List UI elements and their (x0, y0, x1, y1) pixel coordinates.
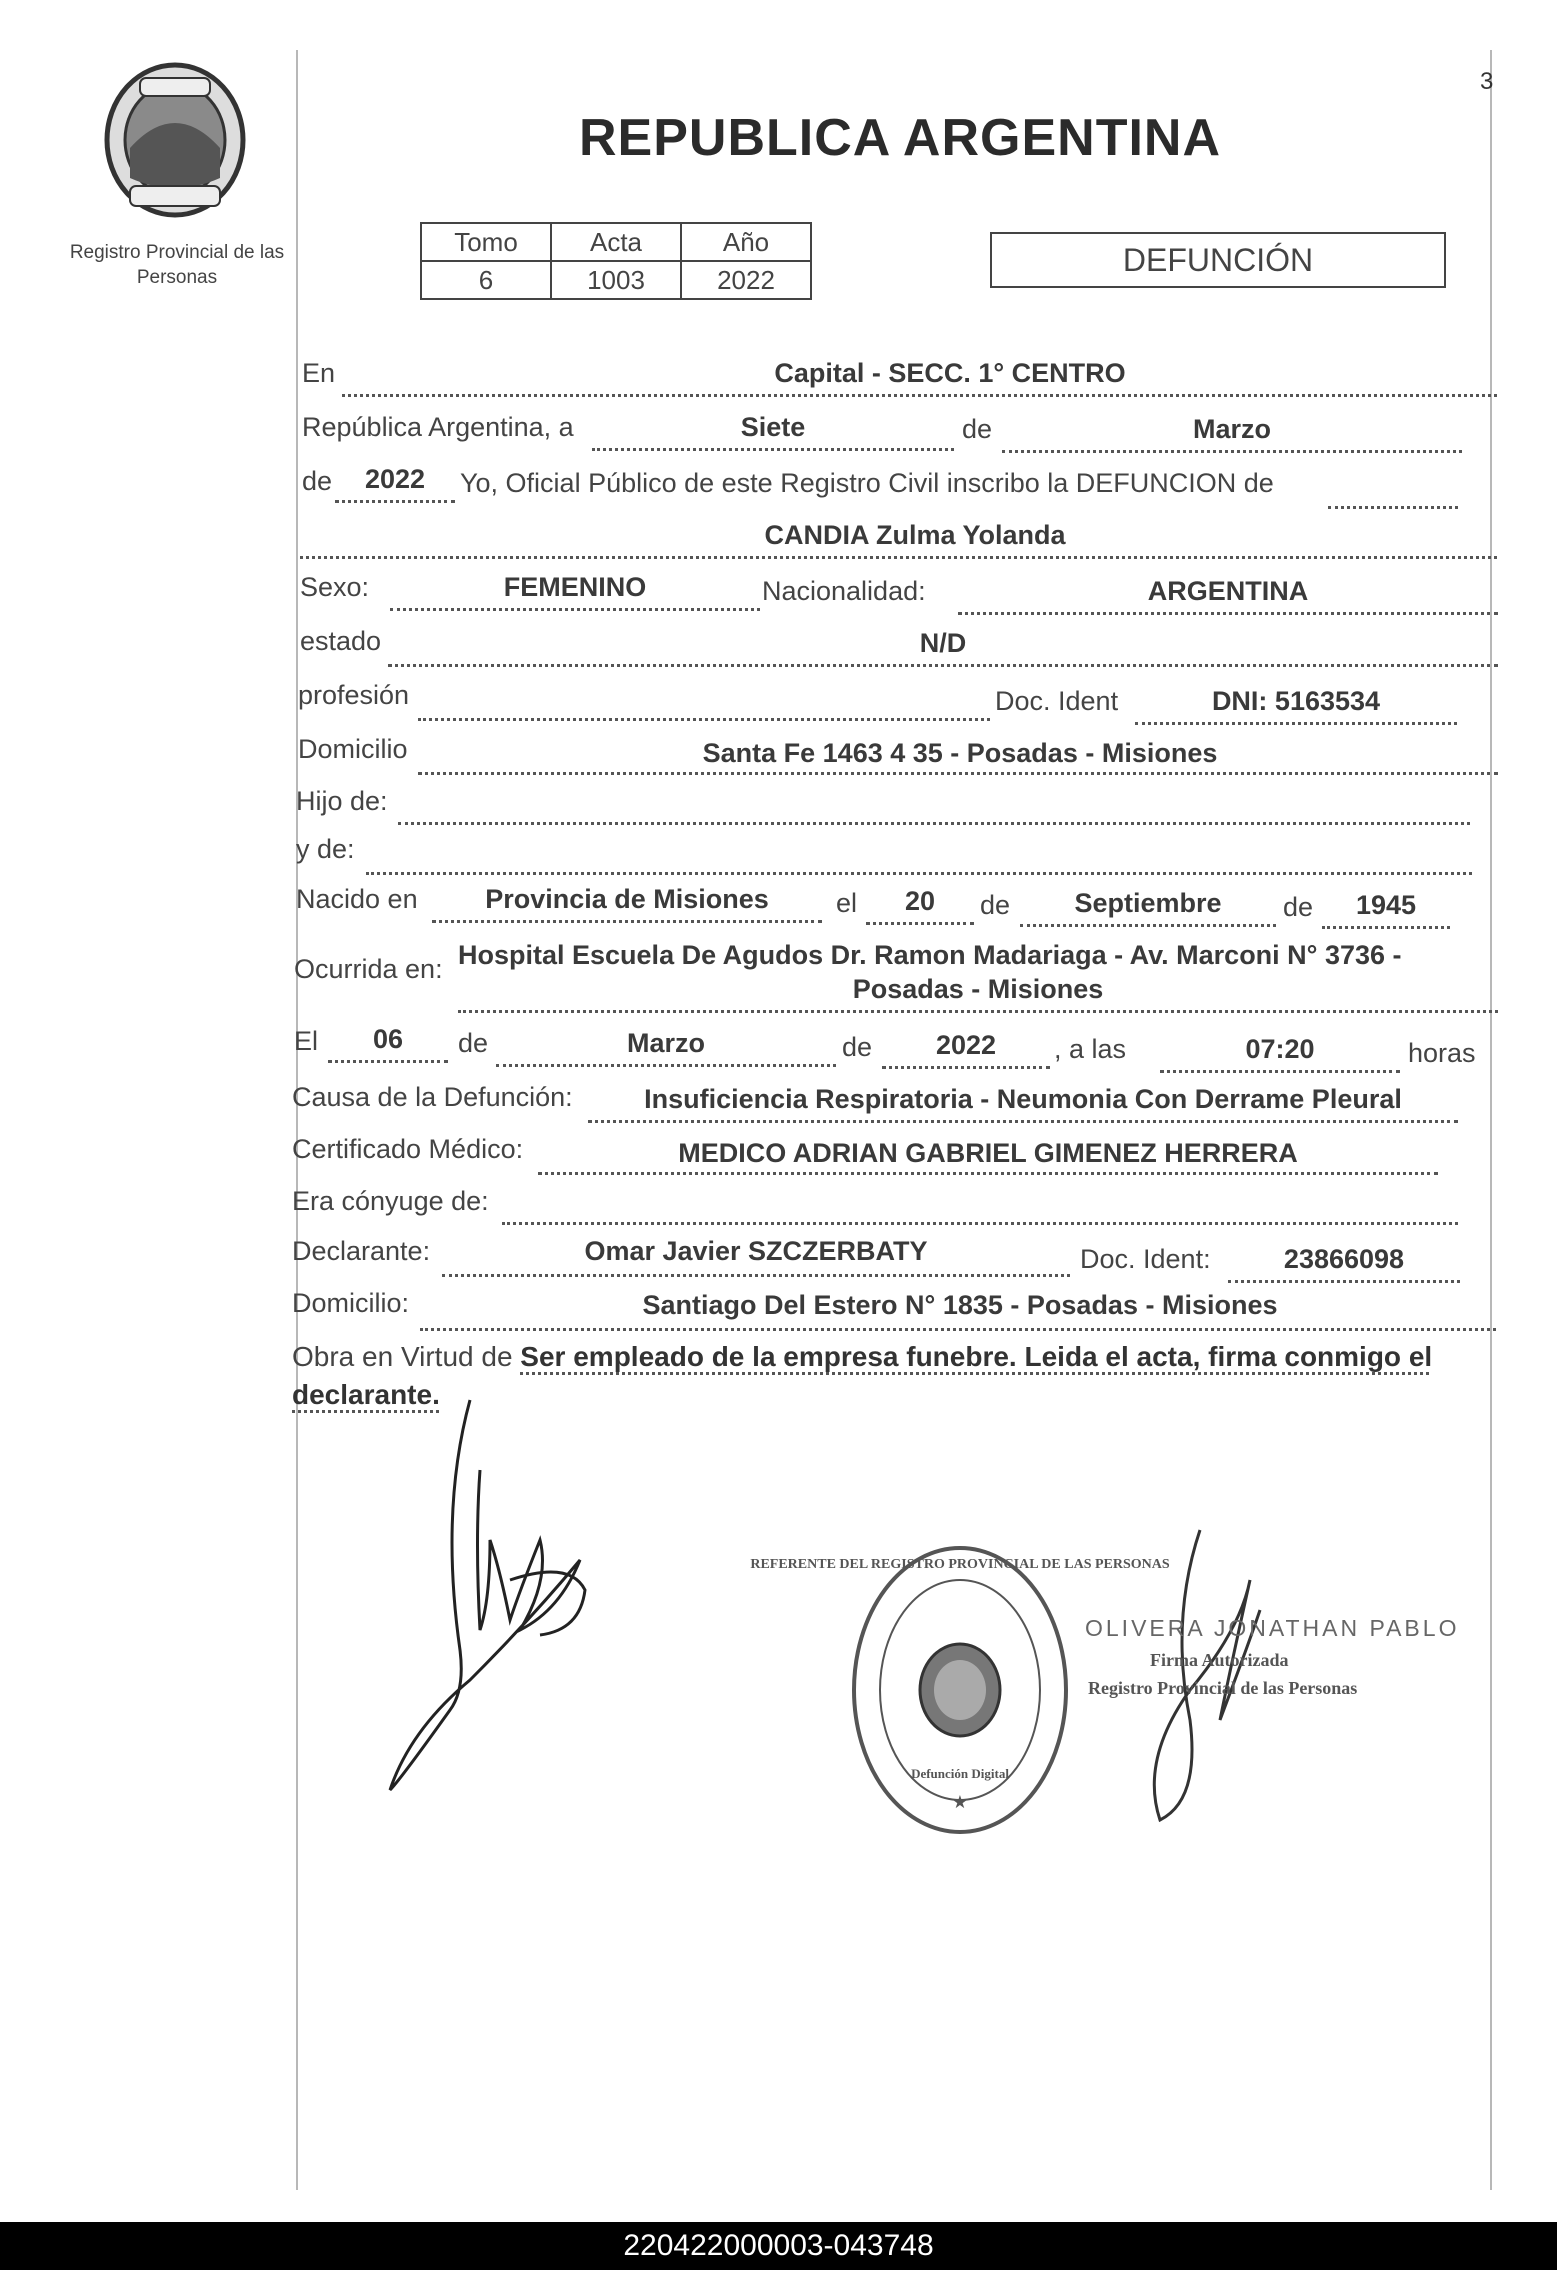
ocurrida-linea2: Posadas - Misiones (852, 974, 1104, 1004)
provincia-misiones-logo (100, 58, 250, 223)
dotted-line (1020, 924, 1276, 927)
certificado-value: MEDICO ADRIAN GABRIEL GIMENEZ HERRERA (678, 1138, 1298, 1168)
nombre-value: CANDIA Zulma Yolanda (764, 520, 1066, 550)
dotted-line (882, 1066, 1050, 1069)
inscribo-text: Yo, Oficial Público de este Registro Civil inscribo la DEFUNCION de (460, 468, 1274, 498)
dotted-line (335, 500, 455, 503)
ocurrida-linea1: Hospital Escuela De Agudos Dr. Ramon Madariaga - Av. Marconi N° 3736 - (458, 940, 1402, 970)
dotted-line (1002, 450, 1462, 453)
causa-value: Insuficiencia Respiratoria - Neumonia Con Derrame Pleural (644, 1084, 1402, 1114)
de-label: de (302, 466, 333, 496)
domicilio-label: Domicilio (298, 734, 408, 764)
El-label: El (294, 1026, 319, 1056)
registry-name: Registro Provincial de las Personas (69, 242, 285, 288)
declarante-value: Omar Javier SZCZERBATY (584, 1236, 928, 1266)
mes-registro-value: Marzo (1192, 414, 1271, 444)
dotted-line (538, 1172, 1438, 1175)
estado-label: estado (300, 626, 382, 656)
dotted-line (958, 612, 1498, 615)
de-label: de (962, 414, 993, 444)
registry-seal (750, 1540, 1170, 1840)
dotted-line (418, 772, 1498, 775)
dotted-line (390, 608, 760, 611)
right-margin-line (1490, 50, 1492, 2190)
tomo-acta-table (420, 222, 812, 300)
anio-registro-value: 2022 (364, 464, 426, 494)
obra-label: Obra en Virtud de (292, 1341, 513, 1372)
decl-dom-value: Santiago Del Estero N° 1835 - Posadas - Misiones (642, 1290, 1278, 1320)
alas-label: , a las (1054, 1034, 1127, 1064)
dia-registro-value: Siete (740, 412, 806, 442)
document-id-footer: 220422000003-043748 (0, 2222, 1557, 2270)
dotted-line (388, 664, 1498, 667)
republica-label: República Argentina, a (302, 412, 574, 442)
domicilio-value: Santa Fe 1463 4 35 - Posadas - Misiones (702, 738, 1218, 768)
dotted-line (502, 1222, 1458, 1225)
dotted-line (1135, 722, 1457, 725)
dotted-line (420, 1328, 1496, 1331)
dotted-line (588, 1120, 1458, 1123)
seal-center-text: Defunción Digital (911, 1766, 1009, 1781)
de-label: de (1283, 892, 1314, 922)
nac-anio-value: 1945 (1355, 890, 1417, 920)
officer-name: OLIVERA JONATHAN PABLO (1085, 1615, 1460, 1641)
dotted-line (458, 1010, 1498, 1013)
acta-header: Acta (551, 223, 681, 261)
el-label: el (836, 888, 858, 918)
decl-doc-label: Doc. Ident: (1080, 1244, 1211, 1274)
def-anio-value: 2022 (935, 1030, 997, 1060)
nacido-label: Nacido en (296, 884, 418, 914)
obra-value: Ser empleado de la empresa funebre. Leida el acta, firma conmigo el declarante. (292, 1341, 1433, 1410)
certificado-label: Certificado Médico: (292, 1134, 524, 1164)
officer-org: Registro Provincial de las Personas (1088, 1678, 1358, 1698)
def-mes-value: Marzo (626, 1028, 705, 1058)
nacionalidad-label: Nacionalidad: (762, 576, 926, 606)
decl-doc-value: 23866098 (1283, 1244, 1405, 1274)
dotted-line (866, 922, 974, 925)
nacido-lugar-value: Provincia de Misiones (485, 884, 769, 914)
de-label: de (458, 1028, 489, 1058)
record-type-box: DEFUNCIÓN (990, 232, 1446, 288)
hijo-label: Hijo de: (296, 786, 388, 816)
page-title: REPUBLICA ARGENTINA (578, 109, 1222, 167)
dotted-line (342, 394, 1497, 397)
dotted-line (592, 448, 954, 451)
declarant-signature (380, 1390, 600, 1810)
nac-mes-value: Septiembre (1074, 888, 1222, 918)
doc-value: DNI: 5163534 (1211, 686, 1381, 716)
officer-signature (1130, 1520, 1270, 1830)
dotted-line (496, 1064, 836, 1067)
dotted-line (432, 920, 822, 923)
dotted-line (1328, 506, 1458, 509)
ocurrida-label: Ocurrida en: (294, 954, 443, 984)
dotted-line (418, 718, 990, 721)
dotted-line (1322, 926, 1450, 929)
def-hora-value: 07:20 (1245, 1034, 1315, 1064)
dotted-line (328, 1060, 448, 1063)
de-label: de (980, 890, 1011, 920)
yde-label: y de: (296, 834, 355, 864)
tomo-value: 6 (421, 261, 551, 299)
dotted-line (300, 556, 1497, 559)
en-label: En (302, 358, 336, 388)
doc-label: Doc. Ident (995, 686, 1119, 716)
anio-value: 2022 (681, 261, 811, 299)
sexo-value: FEMENINO (503, 572, 647, 602)
nac-dia-value: 20 (904, 886, 936, 916)
profesion-label: profesión (298, 680, 410, 710)
page-number: 3 (1480, 68, 1494, 95)
nacionalidad-value: ARGENTINA (1147, 576, 1309, 606)
lugar-value: Capital - SECC. 1° CENTRO (774, 358, 1126, 388)
star-icon: ★ (951, 1792, 969, 1812)
def-dia-value: 06 (372, 1024, 404, 1054)
estado-value: N/D (919, 628, 967, 658)
dotted-line (1228, 1280, 1460, 1283)
dotted-line (398, 822, 1470, 825)
conyuge-label: Era cónyuge de: (292, 1186, 489, 1216)
tomo-header: Tomo (421, 223, 551, 261)
sexo-label: Sexo: (300, 572, 370, 602)
anio-header: Año (681, 223, 811, 261)
declarante-label: Declarante: (292, 1236, 431, 1266)
horas-label: horas (1408, 1038, 1476, 1068)
left-margin-line (296, 50, 298, 2190)
decl-dom-label: Domicilio: (292, 1288, 410, 1318)
officer-role: Firma Autorizada (1150, 1650, 1289, 1670)
dotted-line (1160, 1070, 1400, 1073)
acta-value: 1003 (551, 261, 681, 299)
dotted-line (366, 872, 1472, 875)
seal-text: REFERENTE DEL REGISTRO PROVINCIAL DE LAS PERSONAS (750, 1557, 1170, 1572)
causa-label: Causa de la Defunción: (292, 1082, 573, 1112)
de-label: de (842, 1032, 873, 1062)
dotted-line (442, 1274, 1070, 1277)
